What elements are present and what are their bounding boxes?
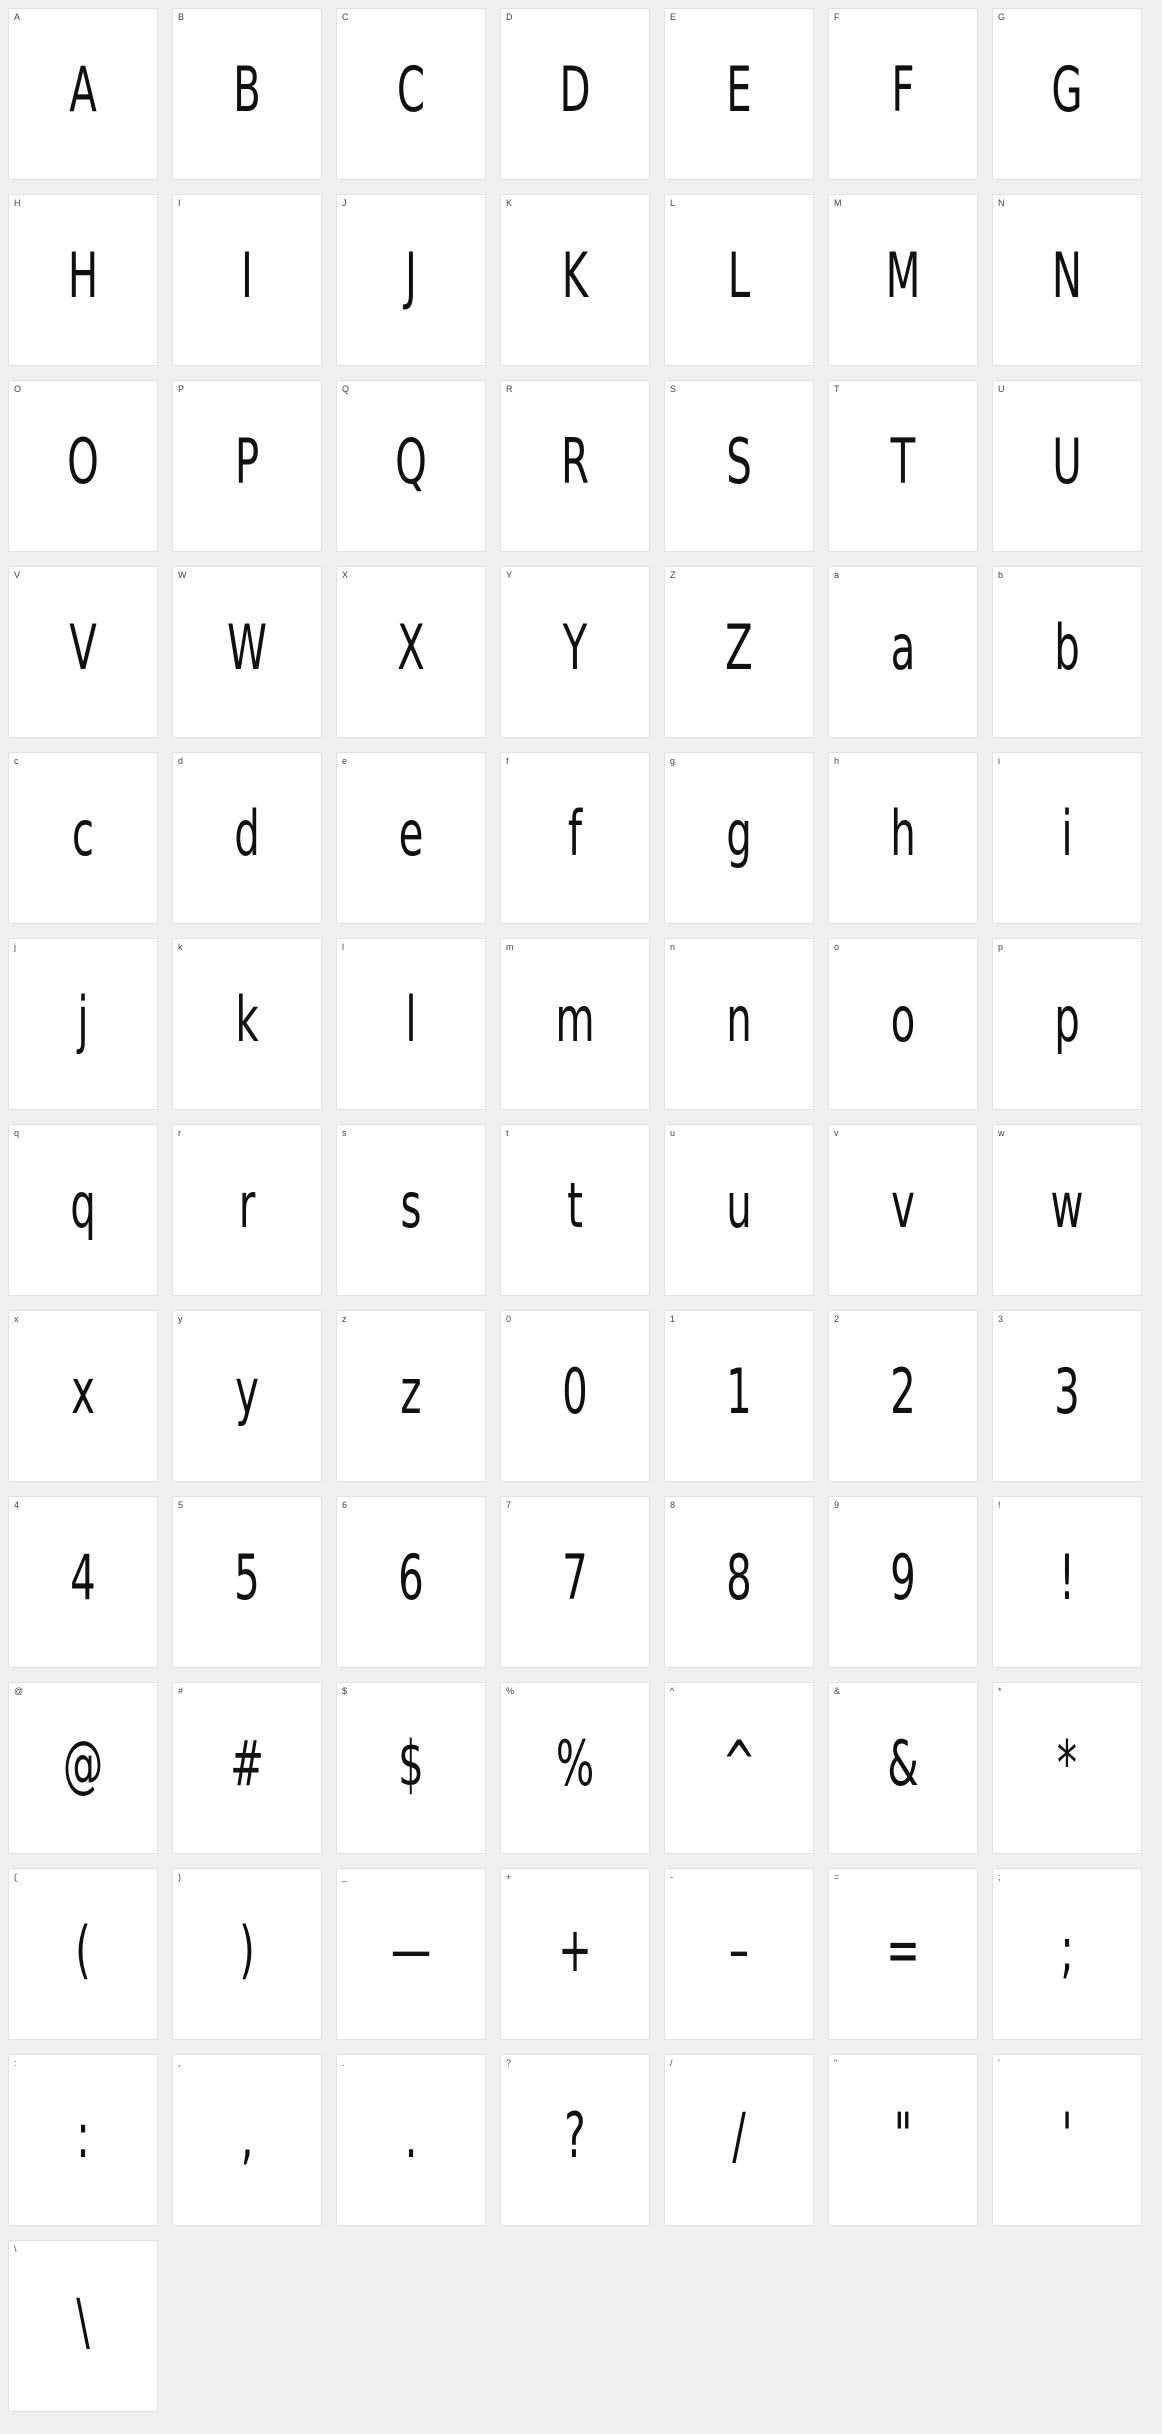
glyph-cell[interactable]	[500, 380, 650, 552]
glyph-cell[interactable]	[664, 1310, 814, 1482]
glyph-label: "	[834, 2058, 838, 2068]
glyph-cell[interactable]	[828, 194, 978, 366]
glyph-label: E	[670, 12, 677, 22]
glyph-label: e	[342, 756, 348, 766]
glyph-character: –	[728, 1913, 750, 1987]
glyph-character: @	[62, 1727, 104, 1801]
glyph-character: k	[235, 983, 259, 1057]
glyph-character: i	[1061, 797, 1073, 871]
glyph-label: .	[342, 2058, 345, 2068]
glyph-character: 6	[398, 1541, 424, 1615]
glyph-cell[interactable]	[336, 1310, 486, 1482]
glyph-character: g	[726, 797, 752, 871]
glyph-character: t	[567, 1169, 583, 1243]
glyph-cell[interactable]	[992, 752, 1142, 924]
glyph-character: O	[67, 425, 99, 499]
glyph-label: S	[670, 384, 677, 394]
glyph-character: u	[726, 1169, 752, 1243]
glyph-character: n	[726, 983, 752, 1057]
glyph-label: C	[342, 12, 349, 22]
glyph-cell[interactable]	[8, 2240, 158, 2412]
glyph-cell[interactable]	[828, 2054, 978, 2226]
glyph-cell[interactable]	[8, 380, 158, 552]
glyph-character: :	[76, 2099, 90, 2173]
glyph-cell[interactable]	[8, 1310, 158, 1482]
glyph-character: +	[558, 1913, 592, 1987]
glyph-character: z	[400, 1355, 422, 1429]
glyph-cell[interactable]	[828, 8, 978, 180]
glyph-character: q	[70, 1169, 96, 1243]
glyph-label: ;	[998, 1872, 1001, 1882]
glyph-character: l	[405, 983, 417, 1057]
glyph-cell[interactable]	[336, 752, 486, 924]
glyph-character: (	[75, 1913, 91, 1987]
glyph-label: O	[14, 384, 22, 394]
glyph-character: J	[405, 239, 417, 313]
glyph-character: h	[890, 797, 916, 871]
glyph-character: 1	[726, 1355, 752, 1429]
glyph-cell[interactable]	[664, 752, 814, 924]
glyph-cell[interactable]	[500, 752, 650, 924]
glyph-label: -	[670, 1872, 673, 1882]
glyph-label: Y	[506, 570, 513, 580]
glyph-character: s	[400, 1169, 422, 1243]
glyph-label: (	[14, 1872, 17, 1882]
glyph-label: Z	[670, 570, 676, 580]
glyph-label: ,	[178, 2058, 181, 2068]
glyph-cell[interactable]	[664, 566, 814, 738]
glyph-cell[interactable]	[828, 1310, 978, 1482]
glyph-character: \	[76, 2285, 90, 2359]
glyph-character: e	[398, 797, 424, 871]
glyph-character: D	[559, 53, 591, 127]
glyph-label: M	[834, 198, 842, 208]
glyph-label: i	[998, 756, 1000, 766]
glyph-cell[interactable]	[336, 938, 486, 1110]
glyph-cell[interactable]	[992, 566, 1142, 738]
glyph-character: Q	[395, 425, 427, 499]
glyph-character: F	[891, 53, 915, 127]
glyph-cell[interactable]	[828, 566, 978, 738]
glyph-label: L	[670, 198, 676, 208]
glyph-label: q	[14, 1128, 20, 1138]
glyph-character: w	[1050, 1169, 1084, 1243]
glyph-cell[interactable]	[8, 566, 158, 738]
glyph-label: 4	[14, 1500, 20, 1510]
glyph-label: %	[506, 1686, 515, 1696]
glyph-character: E	[726, 53, 752, 127]
glyph-label: _	[342, 1872, 348, 1882]
glyph-label: m	[506, 942, 514, 952]
glyph-label: A	[14, 12, 21, 22]
glyph-label: \	[14, 2244, 17, 2254]
glyph-character: V	[69, 611, 97, 685]
glyph-cell[interactable]	[828, 380, 978, 552]
glyph-character: r	[238, 1169, 256, 1243]
glyph-cell[interactable]	[336, 380, 486, 552]
glyph-cell[interactable]	[172, 1682, 322, 1854]
glyph-character: 7	[562, 1541, 588, 1615]
glyph-character: I	[241, 239, 253, 313]
glyph-label: B	[178, 12, 185, 22]
glyph-label: /	[670, 2058, 673, 2068]
glyph-label: U	[998, 384, 1005, 394]
glyph-character: b	[1054, 611, 1080, 685]
glyph-cell[interactable]	[664, 1496, 814, 1668]
glyph-cell[interactable]	[664, 1124, 814, 1296]
glyph-character: L	[727, 239, 751, 313]
glyph-character: a	[890, 611, 916, 685]
glyph-cell[interactable]	[664, 8, 814, 180]
glyph-label: X	[342, 570, 349, 580]
glyph-label: R	[506, 384, 513, 394]
glyph-label: W	[178, 570, 187, 580]
glyph-character: ?	[564, 2099, 586, 2173]
glyph-label: h	[834, 756, 840, 766]
glyph-character: '	[1061, 2099, 1073, 2173]
glyph-cell[interactable]	[172, 1310, 322, 1482]
glyph-character: G	[1051, 53, 1083, 127]
glyph-cell[interactable]	[336, 194, 486, 366]
glyph-character: N	[1051, 239, 1083, 313]
glyph-cell[interactable]	[500, 566, 650, 738]
glyph-character: /	[732, 2099, 746, 2173]
glyph-cell[interactable]	[8, 194, 158, 366]
glyph-label: I	[178, 198, 181, 208]
glyph-cell[interactable]	[500, 1310, 650, 1482]
glyph-cell[interactable]	[8, 1124, 158, 1296]
glyph-label: p	[998, 942, 1004, 952]
glyph-label: =	[834, 1872, 840, 1882]
glyph-label: $	[342, 1686, 348, 1696]
glyph-cell[interactable]	[8, 2054, 158, 2226]
glyph-character: H	[67, 239, 99, 313]
glyph-cell[interactable]	[664, 1682, 814, 1854]
glyph-label: P	[178, 384, 185, 394]
glyph-cell[interactable]	[664, 2054, 814, 2226]
glyph-label: 3	[998, 1314, 1004, 1324]
glyph-cell[interactable]	[500, 194, 650, 366]
glyph-label: 2	[834, 1314, 840, 1324]
glyph-label: Q	[342, 384, 350, 394]
glyph-character: ;	[1060, 1913, 1074, 1987]
glyph-label: :	[14, 2058, 17, 2068]
glyph-label: +	[506, 1872, 512, 1882]
glyph-character: 8	[726, 1541, 752, 1615]
glyph-character: y	[235, 1355, 259, 1429]
glyph-label: w	[998, 1128, 1005, 1138]
glyph-label: k	[178, 942, 183, 952]
glyph-character: M	[885, 239, 921, 313]
glyph-character: R	[560, 425, 590, 499]
glyph-cell[interactable]	[664, 194, 814, 366]
glyph-cell[interactable]	[500, 1682, 650, 1854]
glyph-character: A	[69, 53, 97, 127]
glyph-cell[interactable]	[828, 1124, 978, 1296]
glyph-cell[interactable]	[828, 1868, 978, 2040]
glyph-cell[interactable]	[172, 752, 322, 924]
glyph-cell[interactable]	[992, 8, 1142, 180]
glyph-cell[interactable]	[664, 380, 814, 552]
glyph-label: n	[670, 942, 676, 952]
glyph-cell[interactable]	[172, 566, 322, 738]
glyph-cell[interactable]	[336, 1868, 486, 2040]
glyph-character: x	[71, 1355, 95, 1429]
glyph-label: G	[998, 12, 1006, 22]
glyph-label: g	[670, 756, 676, 766]
glyph-cell[interactable]	[172, 194, 322, 366]
glyph-cell[interactable]	[172, 380, 322, 552]
glyph-label: 1	[670, 1314, 676, 1324]
glyph-label: v	[834, 1128, 839, 1138]
glyph-cell[interactable]	[992, 1868, 1142, 2040]
glyph-character: p	[1054, 983, 1080, 1057]
glyph-cell[interactable]	[336, 1496, 486, 1668]
glyph-character: m	[555, 983, 595, 1057]
glyph-cell[interactable]	[828, 938, 978, 1110]
glyph-character: =	[886, 1913, 920, 1987]
glyph-label: T	[834, 384, 840, 394]
glyph-label: )	[178, 1872, 181, 1882]
glyph-label: l	[342, 942, 344, 952]
glyph-cell[interactable]	[500, 1496, 650, 1668]
glyph-cell[interactable]	[172, 1868, 322, 2040]
glyph-label: &	[834, 1686, 841, 1696]
glyph-cell[interactable]	[8, 938, 158, 1110]
glyph-character: 4	[70, 1541, 96, 1615]
glyph-label: 6	[342, 1500, 348, 1510]
glyph-character: B	[233, 53, 261, 127]
glyph-character: 2	[890, 1355, 916, 1429]
glyph-cell[interactable]	[336, 2054, 486, 2226]
glyph-character: ^	[722, 1727, 756, 1801]
glyph-cell[interactable]	[992, 938, 1142, 1110]
glyph-character: c	[71, 797, 95, 871]
glyph-label: '	[998, 2058, 1000, 2068]
glyph-label: 0	[506, 1314, 512, 1324]
glyph-cell[interactable]	[992, 194, 1142, 366]
glyph-character: v	[891, 1169, 915, 1243]
glyph-character: d	[234, 797, 260, 871]
glyph-label: a	[834, 570, 840, 580]
glyph-cell[interactable]	[8, 8, 158, 180]
glyph-label: *	[998, 1686, 1002, 1696]
glyph-character: )	[239, 1913, 255, 1987]
glyph-character: 3	[1054, 1355, 1080, 1429]
glyph-character: $	[398, 1727, 424, 1801]
glyph-cell[interactable]	[172, 1496, 322, 1668]
glyph-cell[interactable]	[500, 1124, 650, 1296]
glyph-cell[interactable]	[828, 752, 978, 924]
glyph-label: x	[14, 1314, 19, 1324]
glyph-cell[interactable]	[992, 1310, 1142, 1482]
glyph-cell[interactable]	[8, 1496, 158, 1668]
glyph-label: H	[14, 198, 21, 208]
glyph-cell[interactable]	[172, 1124, 322, 1296]
glyph-character: o	[890, 983, 916, 1057]
glyph-label: 7	[506, 1500, 512, 1510]
glyph-cell[interactable]	[172, 2054, 322, 2226]
glyph-cell[interactable]	[172, 938, 322, 1110]
glyph-character: 0	[562, 1355, 588, 1429]
glyph-character: X	[397, 611, 425, 685]
glyph-character: #	[230, 1727, 264, 1801]
glyph-cell[interactable]	[8, 752, 158, 924]
glyph-cell[interactable]	[336, 566, 486, 738]
glyph-character: "	[893, 2099, 913, 2173]
glyph-label: N	[998, 198, 1005, 208]
glyph-label: 9	[834, 1500, 840, 1510]
glyph-character: C	[396, 53, 426, 127]
glyph-cell[interactable]	[500, 1868, 650, 2040]
glyph-cell[interactable]	[992, 1124, 1142, 1296]
glyph-label: s	[342, 1128, 347, 1138]
glyph-character: P	[234, 425, 260, 499]
glyph-label: c	[14, 756, 19, 766]
glyph-character: K	[561, 239, 589, 313]
glyph-label: ?	[506, 2058, 512, 2068]
glyph-label: z	[342, 1314, 347, 1324]
glyph-label: 5	[178, 1500, 184, 1510]
glyph-label: t	[506, 1128, 509, 1138]
glyph-character: f	[567, 797, 583, 871]
glyph-label: V	[14, 570, 21, 580]
glyph-character: U	[1052, 425, 1082, 499]
glyph-cell[interactable]	[336, 8, 486, 180]
glyph-cell[interactable]	[828, 1496, 978, 1668]
glyph-character: S	[726, 425, 752, 499]
glyph-label: u	[670, 1128, 676, 1138]
glyph-character: *	[1056, 1727, 1078, 1801]
glyph-label: #	[178, 1686, 184, 1696]
glyph-character: %	[555, 1727, 595, 1801]
glyph-cell[interactable]	[500, 938, 650, 1110]
glyph-label: y	[178, 1314, 183, 1324]
glyph-label: 8	[670, 1500, 676, 1510]
glyph-cell[interactable]	[500, 2054, 650, 2226]
glyph-character: Z	[725, 611, 753, 685]
glyph-character: ,	[240, 2099, 254, 2173]
glyph-label: !	[998, 1500, 1001, 1510]
glyph-label: o	[834, 942, 840, 952]
glyph-label: F	[834, 12, 840, 22]
glyph-character: j	[77, 983, 89, 1057]
glyph-character: W	[227, 611, 267, 685]
glyph-character: !	[1058, 1541, 1076, 1615]
glyph-label: r	[178, 1128, 181, 1138]
glyph-cell[interactable]	[828, 1682, 978, 1854]
glyph-cell[interactable]	[664, 1868, 814, 2040]
glyph-label: J	[342, 198, 347, 208]
glyph-character: Y	[562, 611, 588, 685]
glyph-cell[interactable]	[336, 1124, 486, 1296]
glyph-character: .	[404, 2099, 418, 2173]
glyph-character: 9	[890, 1541, 916, 1615]
glyph-cell[interactable]	[992, 1682, 1142, 1854]
glyph-character: T	[890, 425, 916, 499]
glyph-label: K	[506, 198, 513, 208]
glyph-label: b	[998, 570, 1004, 580]
glyph-cell[interactable]	[8, 1868, 158, 2040]
glyph-cell[interactable]	[992, 380, 1142, 552]
glyph-label: ^	[670, 1686, 675, 1696]
glyph-cell[interactable]	[664, 938, 814, 1110]
glyph-label: f	[506, 756, 509, 766]
glyph-label: D	[506, 12, 513, 22]
glyph-character: —	[390, 1913, 432, 1987]
glyph-cell[interactable]	[8, 1682, 158, 1854]
glyph-label: d	[178, 756, 184, 766]
glyph-character: 5	[234, 1541, 260, 1615]
glyph-cell[interactable]	[500, 8, 650, 180]
glyph-label: j	[14, 942, 16, 952]
glyph-label: @	[14, 1686, 24, 1696]
glyph-cell[interactable]	[992, 1496, 1142, 1668]
glyph-cell[interactable]	[992, 2054, 1142, 2226]
glyph-cell[interactable]	[172, 8, 322, 180]
glyph-cell[interactable]	[336, 1682, 486, 1854]
glyph-character: &	[887, 1727, 919, 1801]
